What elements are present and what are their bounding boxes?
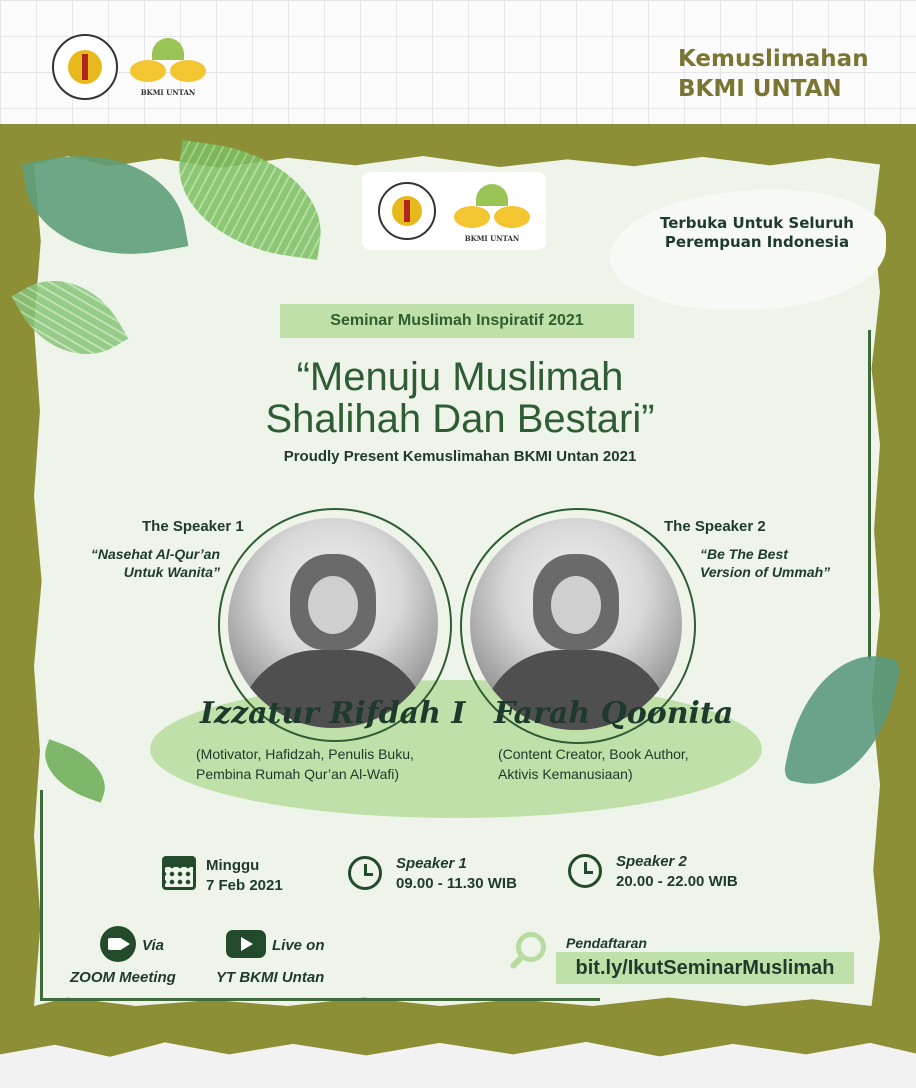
youtube-icon (226, 930, 266, 958)
speaker2-time-label: Speaker 2 (616, 853, 687, 870)
speaker1-name: Izzatur Rifdah I (200, 696, 466, 731)
speaker1-time-label: Speaker 1 (396, 855, 467, 872)
untan-logo-small (378, 182, 436, 240)
bkmi-logo (128, 34, 208, 100)
speaker1-quote (66, 545, 220, 581)
bkmi-logo-small (452, 180, 532, 246)
seminar-title (200, 356, 720, 440)
speaker2-role-line1: (Content Creator, Book Author, (498, 746, 689, 762)
live-on-label: Live on (272, 937, 325, 954)
search-icon (516, 932, 546, 962)
frame-line-right (868, 330, 871, 660)
speaker2-name: Farah Qoonita (494, 696, 734, 731)
speaker2-quote (700, 545, 860, 581)
youtube-channel-text: YT BKMI Untan (216, 969, 325, 986)
seminar-subtitle: Proudly Present Kemuslimahan BKMI Untan 2021 (283, 448, 637, 465)
event-name-badge: Seminar Muslimah Inspiratif 2021 (280, 304, 634, 338)
brand-line2: BKMI UNTAN (678, 76, 842, 102)
speaker1-quote-line2: Untuk Wanita” (123, 564, 220, 580)
registration-link[interactable]: bit.ly/IkutSeminarMuslimah (556, 952, 854, 984)
speaker2-role (498, 744, 689, 784)
speaker2-role-line2: Aktivis Kemanusiaan) (498, 766, 633, 782)
zoom-icon (100, 926, 136, 962)
bkmi-logo-text: BKMI UNTAN (140, 88, 196, 97)
speaker1-quote-line1: “Nasehat Al-Qur’an (90, 546, 220, 562)
speaker1-role-line2: Pembina Rumah Qur’an Al-Wafi) (196, 766, 400, 782)
via-label: Via (142, 937, 164, 954)
speaker1-time-value: 09.00 - 11.30 WIB (396, 875, 517, 892)
frame-line-bottom (40, 998, 600, 1001)
clock-icon-2 (568, 854, 602, 888)
open-for-text: Terbuka Untuk Seluruh Perempuan Indonesia (659, 214, 854, 251)
bkmi-logo-small-text: BKMI UNTAN (464, 234, 520, 243)
title-line2: Shalihah Dan Bestari” (265, 397, 655, 441)
calendar-icon (162, 856, 196, 890)
speaker2-quote-line2: Version of Ummah” (700, 564, 831, 580)
brand-line1: Kemuslimahan (678, 46, 869, 72)
zoom-meeting-text: ZOOM Meeting (70, 969, 176, 986)
speaker2-time (616, 852, 738, 892)
event-date (206, 856, 283, 896)
brand-title (678, 44, 869, 104)
untan-logo (52, 34, 118, 100)
speaker2-quote-line1: “Be The Best (700, 546, 788, 562)
event-day: Minggu (206, 857, 260, 874)
registration-label: Pendaftaran (566, 935, 647, 951)
clock-icon (348, 856, 382, 890)
speaker1-role (196, 744, 414, 784)
speaker1-label: The Speaker 1 (142, 518, 244, 535)
speaker2-label: The Speaker 2 (664, 518, 766, 535)
title-line1: “Menuju Muslimah (296, 355, 624, 399)
speaker1-time (396, 854, 517, 894)
speaker1-role-line1: (Motivator, Hafidzah, Penulis Buku, (196, 746, 414, 762)
frame-line-left (40, 790, 43, 1000)
speaker2-time-value: 20.00 - 22.00 WIB (616, 873, 738, 890)
event-date-value: 7 Feb 2021 (206, 877, 283, 894)
